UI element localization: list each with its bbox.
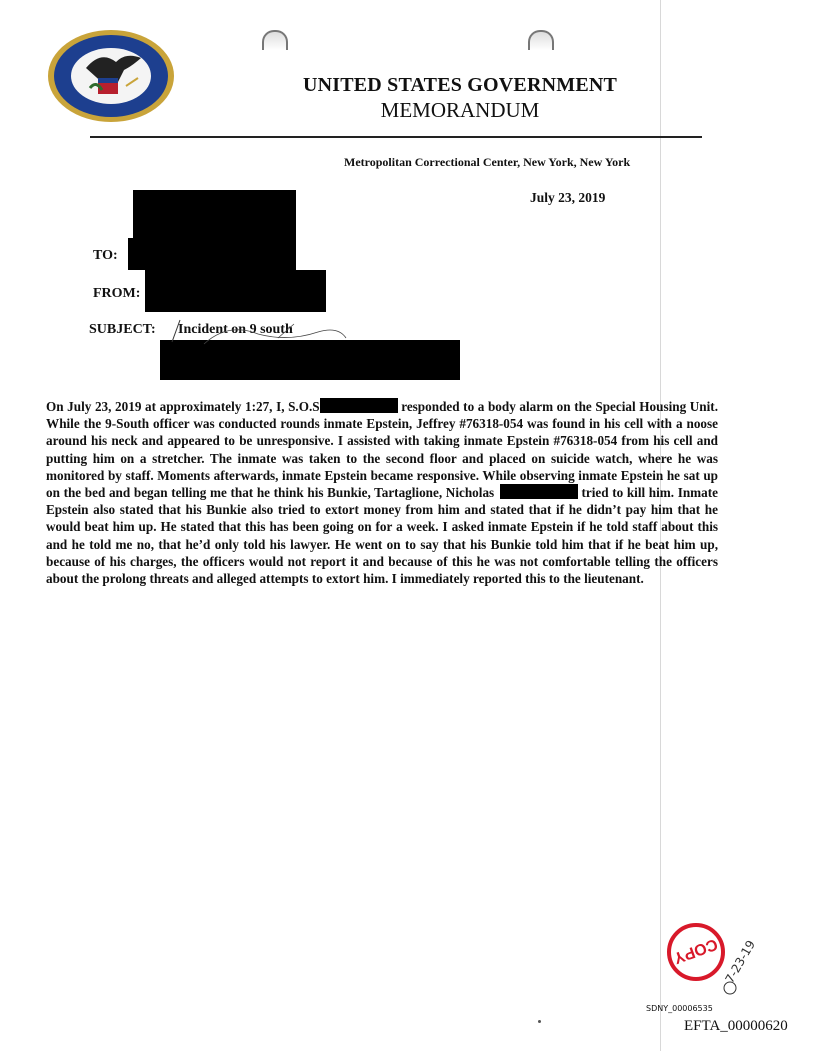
body-text-part: responded to a body alarm on the Special Housing Unit. While the 9-South officer was conducted rounds inmate Epstein, Jeffrey #76318-054 was found in his cell with a noose around his neck and appeared to be unresponsive. I assisted with taking inmate Epstein #76318-054 from his cell and putting him on a stretcher. The inmate was taken to the second floor and placed on suicide watch, where he was monitored by staff. Moments afterwards, inmate Epstein became responsive. While observing inmate Epstein he sat up on the bed and began telling me that he think his Bunkie, Tartaglione, Nicholas: [46, 399, 718, 501]
redaction-box: [133, 190, 296, 238]
redaction-box: [145, 270, 326, 312]
document-type: MEMORANDUM: [380, 98, 540, 122]
inline-redaction: [320, 398, 398, 413]
copy-stamp-icon: [666, 918, 766, 1006]
inline-redaction: [500, 484, 578, 499]
redaction-box: [160, 340, 460, 380]
location-line: Metropolitan Correctional Center, New York, New York: [344, 155, 631, 169]
header-rule: [90, 136, 702, 138]
body-text-part: On July 23, 2019 at approximately 1:27, I, S.O.S: [46, 399, 320, 414]
punch-hole: [262, 30, 288, 50]
handwritten-mark: [168, 318, 348, 346]
memo-date: July 23, 2019: [530, 190, 606, 205]
stamp-text: COPY: [671, 934, 720, 967]
org-heading: UNITED STATES GOVERNMENT: [302, 74, 618, 96]
punch-hole: [528, 30, 554, 50]
memo-body: [46, 398, 718, 587]
efta-number: EFTA_00000620: [684, 1018, 788, 1034]
to-label: TO:: [93, 248, 118, 263]
body-text-part: tried to kill him. Inmate Epstein also stated that his Bunkie also tried to extort money from him and stated that if he didn’t pay him that he would beat him up. He stated that this has been going on for a week. I asked inmate Epstein if he told staff about this and he told me no, that he’d only told his lawyer. He went on to say that his Bunkie told him that if he beat him up, because of his charges, the officers would not report it and because of this he was not comfortable telling the officers about the prolong threats and alleged attempts to extort him. I immediately reported this to the lieutenant.: [46, 485, 718, 587]
stamp-handwritten-date: 7-23-19: [722, 937, 759, 986]
scan-speck: [538, 1020, 541, 1023]
bates-number: SDNY_00006535: [646, 1004, 713, 1013]
doj-seal-icon: [46, 28, 176, 124]
subject-label: SUBJECT:: [89, 322, 156, 337]
from-label: FROM:: [93, 286, 141, 301]
subject-value: Incident on 9 south: [178, 322, 293, 337]
redaction-box: [128, 238, 296, 270]
